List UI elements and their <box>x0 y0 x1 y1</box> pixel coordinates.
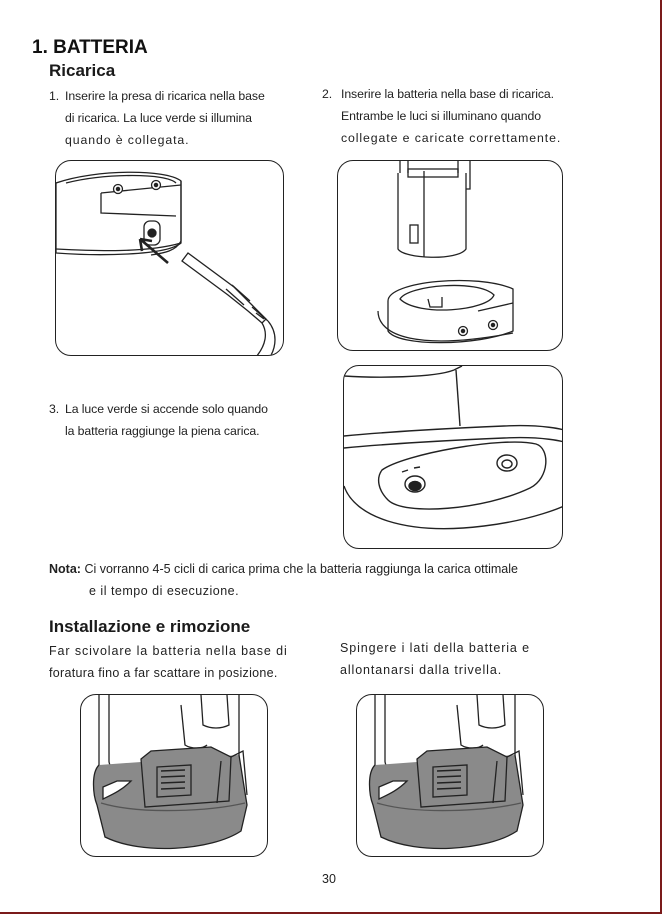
install-instruction-line: foratura fino a far scattare in posizione. <box>49 666 278 680</box>
step-3 <box>49 398 309 446</box>
charging-heading: Ricarica <box>49 61 116 80</box>
step-3-number: 3. <box>49 402 60 416</box>
step-2 <box>322 83 582 153</box>
note-block <box>49 558 649 606</box>
install-instruction <box>49 640 288 684</box>
step-3-line: la batteria raggiunge la piena carica. <box>65 424 260 438</box>
step-1-line: quando è collegata. <box>65 133 190 147</box>
note-label: Nota: <box>49 562 81 576</box>
charger-plug-illustration <box>55 160 284 356</box>
step-3-line: La luce verde si accende solo quando <box>65 402 268 416</box>
step-2-line: Entrambe le luci si illuminano quando <box>341 109 541 123</box>
remove-instruction <box>340 637 530 681</box>
installation-heading: Installazione e rimozione <box>49 617 251 636</box>
step-1-line: di ricarica. La luce verde si illumina <box>65 111 252 125</box>
step-2-line: Inserire la batteria nella base di ricarica. <box>341 87 554 101</box>
step-2-number: 2. <box>322 87 333 101</box>
indicator-lights-illustration <box>343 365 563 549</box>
step-2-line: collegate e caricate correttamente. <box>341 131 562 145</box>
battery-remove-illustration <box>356 694 544 857</box>
battery-install-illustration <box>80 694 268 857</box>
remove-instruction-line: allontanarsi dalla trivella. <box>340 663 503 677</box>
step-1-line: Inserire la presa di ricarica nella base <box>65 89 265 103</box>
step-1 <box>49 85 289 155</box>
step-1-number: 1. <box>49 89 60 103</box>
remove-instruction-line: Spingere i lati della batteria e <box>340 641 531 655</box>
note-text-line-2: e il tempo di esecuzione. <box>89 584 240 598</box>
battery-into-base-illustration <box>337 160 563 351</box>
note-text-line-1: Ci vorranno 4-5 cicli di carica prima che la batteria raggiunga la carica ottimale <box>84 562 518 576</box>
page-number: 30 <box>322 872 336 886</box>
section-title: 1. BATTERIA <box>32 37 148 58</box>
install-instruction-line: Far scivolare la batteria nella base di <box>49 644 288 658</box>
